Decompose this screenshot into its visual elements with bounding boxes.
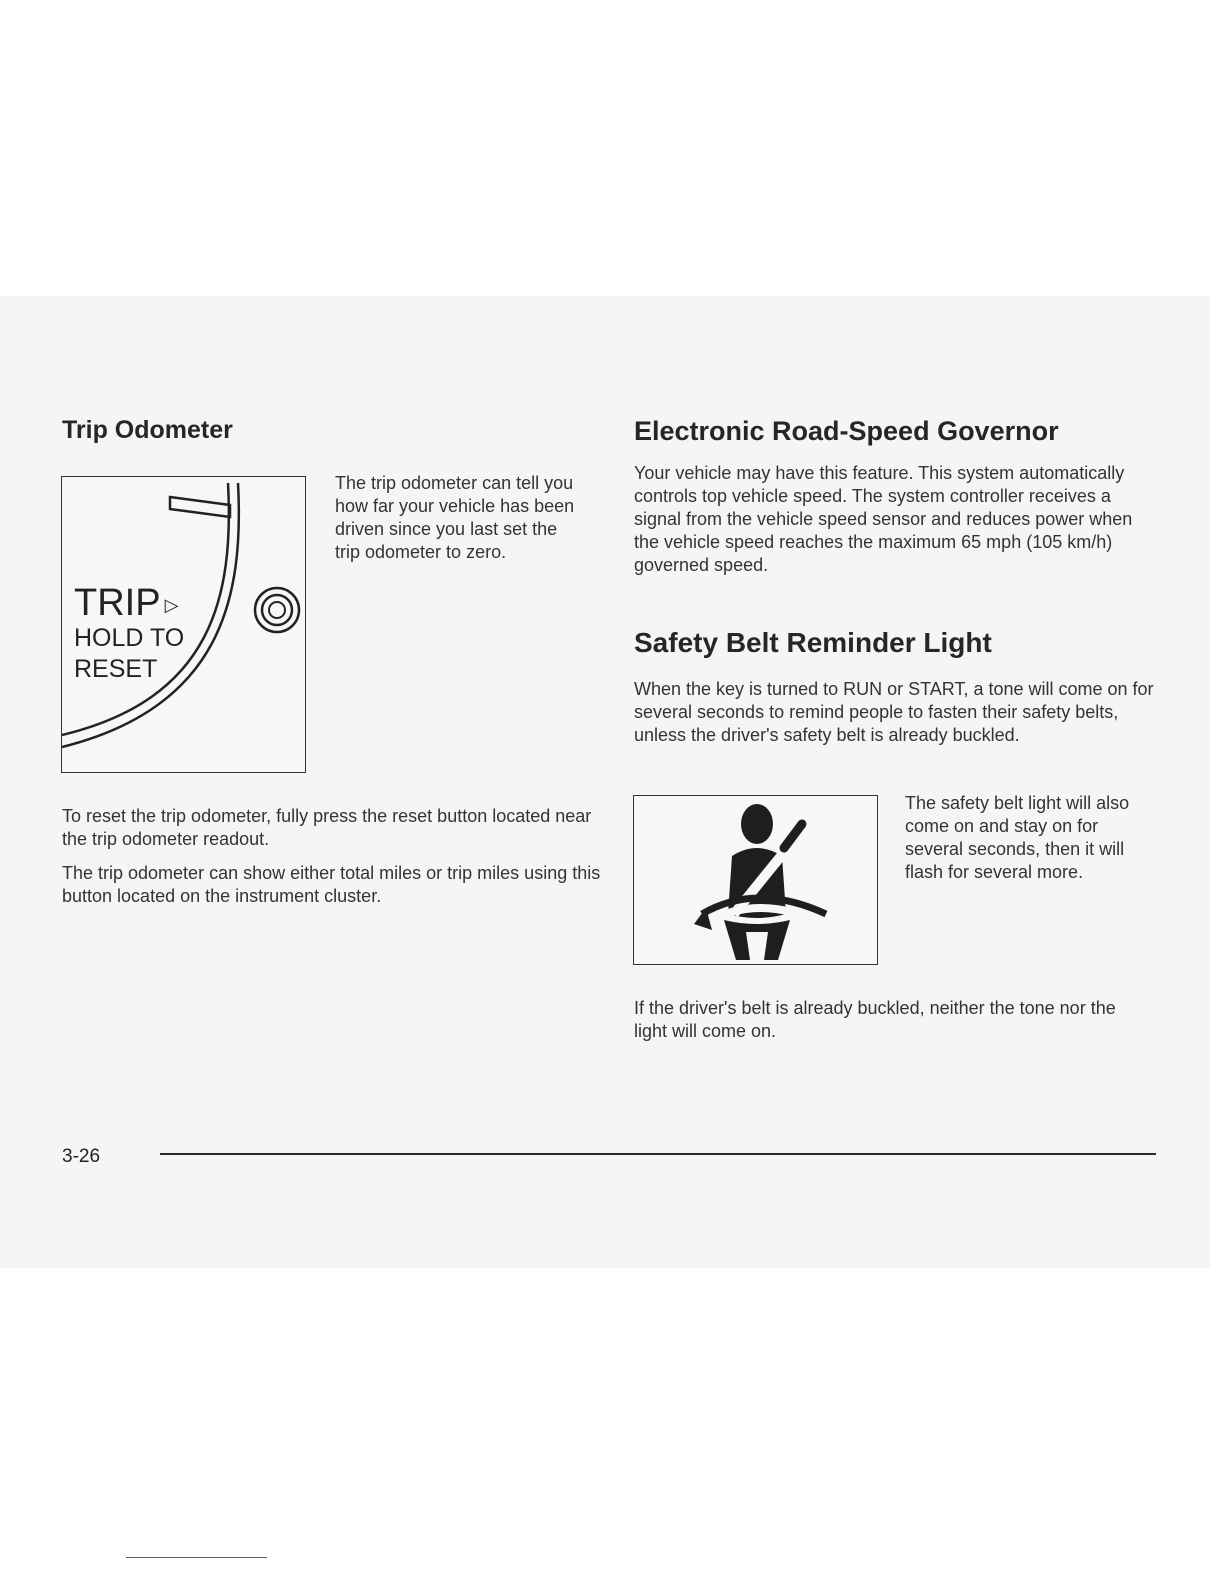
safety-belt-text: When the key is turned to RUN or START, a tone will come on for several seconds to remind people to fasten their safety belts, unless the driver's safety belt is already buckled.	[634, 679, 1154, 745]
governor-text: Your vehicle may have this feature. This system automatically controls top vehicle speed. The system controller receives a signal from the vehicle speed sensor and reduces power when the vehicle speed reaches the maximum 65 mph (105 km/h) governed speed.	[634, 463, 1133, 575]
safety-belt-light-text: The safety belt light will also come on and stay on for several seconds, then it will flash for several more.	[905, 793, 1130, 882]
governor-heading: Electronic Road-Speed Governor	[634, 416, 1059, 446]
reset-button-inner-ring	[269, 602, 285, 618]
trip-odometer-show-text: The trip odometer can show either total miles or trip miles using this button located on the instrument cluster.	[62, 863, 601, 906]
play-arrow-icon: ▷	[164, 594, 179, 615]
odo-reset-label: RESET	[74, 655, 158, 683]
trip-label-text: TRIP	[74, 582, 161, 624]
odo-hold-label: HOLD TO	[74, 624, 185, 652]
bottom-link-underline	[126, 1557, 267, 1558]
trip-odometer-reset-text: To reset the trip odometer, fully press the reset button located near the trip odometer readout.	[62, 806, 592, 849]
trip-odometer-intro: The trip odometer can tell you how far your vehicle has been driven since you last set the trip odometer to zero.	[335, 473, 575, 562]
person-head	[741, 804, 773, 844]
person-legs	[724, 920, 790, 960]
safety-belt-heading: Safety Belt Reminder Light	[634, 627, 992, 658]
reset-button-middle-ring	[262, 595, 292, 625]
trip-odometer-figure	[61, 476, 306, 773]
trip-odometer-heading: Trip Odometer	[62, 416, 233, 444]
seatbelt-person-icon	[634, 796, 879, 966]
safety-belt-figure	[633, 795, 878, 965]
page-number: 3-26	[62, 1146, 101, 1167]
stalk-shape	[170, 497, 230, 517]
safety-belt-buckled-text: If the driver's belt is already buckled, neither the tone nor the light will come on.	[634, 998, 1116, 1041]
footer-rule	[160, 1153, 1156, 1155]
odo-trip-label	[74, 583, 178, 625]
